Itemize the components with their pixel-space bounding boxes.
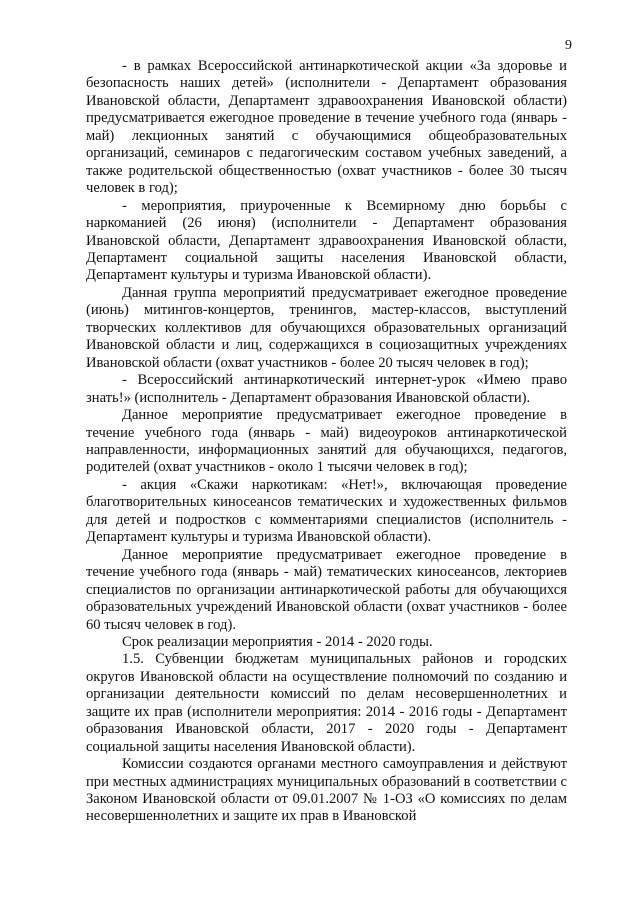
- paragraph-say-no-action: - акция «Скажи наркотикам: «Нет!», включающая проведение благотворительных киносеансов тематических и художественных фильмов для детей и подростков с комментариями специалистов (исполнитель - Департамент культуры и туризма Ивановской области).: [86, 476, 567, 546]
- page-number: 9: [565, 38, 572, 53]
- paragraph-say-no-description: Данное мероприятие предусматривает ежегодное проведение в течение учебного года (январь - май) тематических киносеансов, лекториев специалистов по организации антинаркотической работы для обучающихся образовательных учреждений Ивановской области (охват участников - более 60 тысяч человек в год).: [86, 546, 567, 633]
- document-body: [86, 58, 567, 826]
- paragraph-world-day-events: - мероприятия, приуроченные к Всемирному дню борьбы с наркоманией (26 июня) (исполнители - Департамент образования Ивановской области, Департамент здравоохранения Ивановской области, Департамент социальной защиты населения Ивановской области, Департамент культуры и туризма Ивановской области).: [86, 197, 567, 284]
- paragraph-antidrug-action-health: - в рамках Всероссийской антинаркотической акции «За здоровье и безопасность наших детей» (исполнители - Департамент образования Ивановской области, Департамент здравоохранения Ивановской области) предусматривается ежегодное проведение в течение учебного года (январь - май) лекционных занятий с обучающимися общеобразовательных организаций, семинаров с педагогическим составом учебных заведений, а также родительской общественностью (охват участников - более 30 тысяч человек в год);: [86, 58, 567, 197]
- paragraph-subventions: 1.5. Субвенции бюджетам муниципальных районов и городских округов Ивановской области на осуществление полномочий по созданию и организации деятельности комиссий по делам несовершеннолетних и защите их прав (исполнители мероприятия: 2014 - 2016 годы - Департамент образования Ивановской области, 2017 - 2020 годы - Департамент социальной защиты населения Ивановской области).: [86, 651, 567, 755]
- paragraph-commissions: Комиссии создаются органами местного самоуправления и действуют при местных администрациях муниципальных образований в соответствии с Законом Ивановской области от 09.01.2007 № 1-ОЗ «О комиссиях по делам несовершеннолетних и защите их прав в Ивановской: [86, 756, 567, 825]
- paragraph-events-group-description: Данная группа мероприятий предусматривает ежегодное проведение (июнь) митингов-концертов, тренингов, мастер-классов, выступлений творческих коллективов для обучающихся образовательных организаций Ивановской области и лиц, содержащихся в социозащитных учреждениях Ивановской области (охват участников - более 20 тысяч человек в год);: [86, 284, 567, 371]
- paragraph-internet-lesson-description: Данное мероприятие предусматривает ежегодное проведение в течение учебного года (январь - май) видеоуроков антинаркотической направленности, информационных занятий для обучающихся, педагогов, родителей (охват участников - около 1 тысячи человек в год);: [86, 407, 567, 476]
- paragraph-implementation-term: Срок реализации мероприятия - 2014 - 2020 годы.: [122, 633, 433, 650]
- paragraph-internet-lesson: - Всероссийский антинаркотический интернет-урок «Имею право знать!» (исполнитель - Департамент образования Ивановской области).: [86, 372, 567, 406]
